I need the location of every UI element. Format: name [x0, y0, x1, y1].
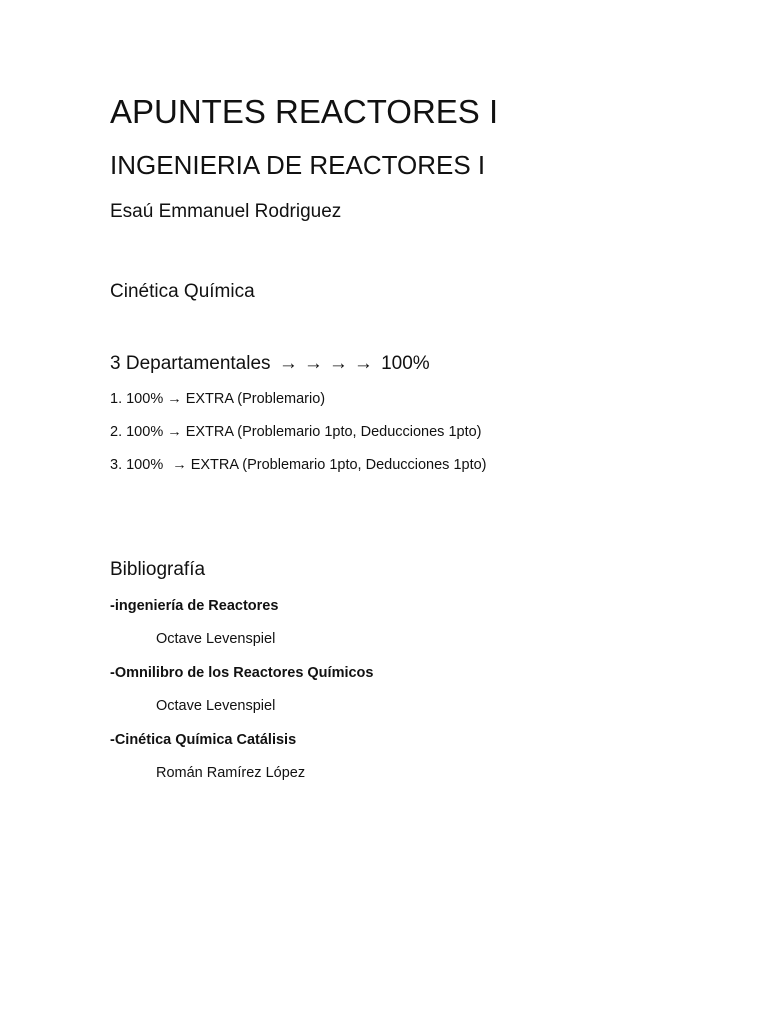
list-item-text: EXTRA (Problemario)	[185, 391, 326, 407]
arrow-right-icon: →	[167, 424, 182, 440]
book-author: Octave Levenspiel	[156, 698, 276, 714]
section-heading-cinetica: Cinética Química	[110, 281, 255, 302]
list-item-lead: 3. 100%	[110, 457, 164, 473]
list-item	[110, 455, 487, 475]
list-item-lead: 1. 100%	[110, 391, 164, 407]
list-item-text: EXTRA (Problemario 1pto, Deducciones 1pto)	[190, 457, 487, 473]
list-item-lead: 2. 100%	[110, 424, 164, 440]
book-author: Octave Levenspiel	[156, 631, 276, 647]
book-author: Román Ramírez López	[156, 765, 306, 781]
list-item	[110, 422, 482, 442]
arrow-right-icon: →	[278, 353, 298, 374]
arrow-right-icon: →	[172, 457, 187, 473]
document-subtitle: INGENIERIA DE REACTORES I	[110, 150, 486, 180]
departamentales-result: 100%	[381, 353, 430, 374]
document-author: Esaú Emmanuel Rodriguez	[110, 201, 342, 222]
book-title: -ingeniería de Reactores	[110, 598, 279, 614]
arrow-right-icon: →	[167, 391, 182, 407]
book-title: -Cinética Química Catálisis	[110, 732, 297, 748]
departamentales-label: 3 Departamentales	[110, 353, 271, 374]
section-heading-bibliografia: Bibliografía	[110, 559, 206, 580]
arrow-right-icon: →	[328, 353, 348, 374]
list-item	[110, 389, 325, 409]
arrow-right-icon: →	[303, 353, 323, 374]
list-item-text: EXTRA (Problemario 1pto, Deducciones 1pto)	[185, 424, 482, 440]
arrow-right-icon: →	[353, 353, 373, 374]
departamentales-line	[110, 351, 430, 377]
document-title: APUNTES REACTORES I	[110, 93, 499, 130]
book-title: -Omnilibro de los Reactores Químicos	[110, 665, 374, 681]
